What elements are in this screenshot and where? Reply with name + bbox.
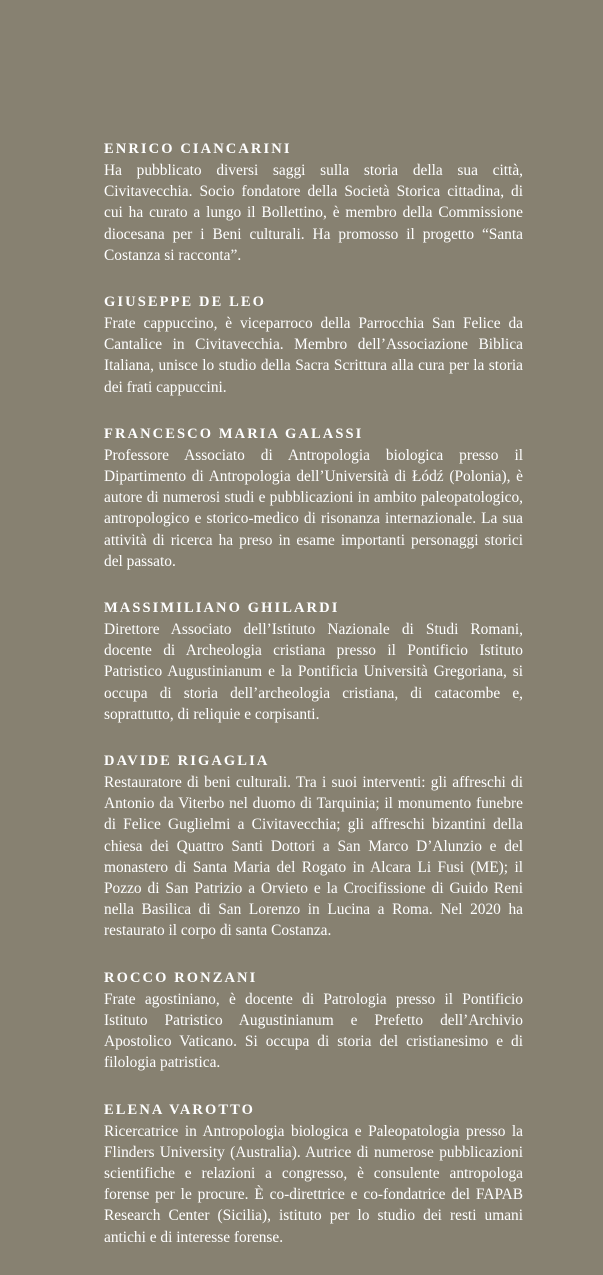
author-bio: Frate cappuccino, è viceparroco della Parrocchia San Felice da Cantalice in Civitavecchia. Membro dell’Associazione Biblica Italiana, unisce lo studio della Sacra Scrittura alla cura per la storia dei frati cappuccini.	[104, 315, 523, 396]
author-name: DAVIDE RIGAGLIA	[104, 753, 270, 770]
author-name: ENRICO CIANCARINI	[104, 141, 292, 157]
bio-entry-galassi	[104, 425, 523, 572]
author-bio: Direttore Associato dell’Istituto Nazionale di Studi Romani, docente di Archeologia cristiana presso il Pontificio Istituto Patristico Augustinianum e la Pontificia Università Gregoriana, si occupa di storia dell’archeologia cristiana, di catacombe e, soprattutto, di reliquie e corpisanti.	[104, 621, 523, 723]
bio-entry-ghilardi	[104, 599, 523, 725]
bio-entry-rigaglia	[104, 752, 523, 942]
author-bio: Ricercatrice in Antropologia biologica e Paleopatologia presso la Flinders University (Australia). Autrice di numerose pubblicazioni scientifiche e relazioni a congresso, è consulente antropologa forense per le procure. È co-direttrice e co-fondatrice del FAPAB Research Center (Sicilia), istituto per lo studio dei resti umani antichi e di interesse forense.	[104, 1122, 523, 1246]
bio-entry-varotto	[104, 1101, 523, 1248]
author-name: MASSIMILIANO GHILARDI	[104, 600, 340, 617]
author-name: FRANCESCO MARIA GALASSI	[104, 425, 364, 442]
contributors-list	[104, 140, 523, 1275]
author-bio: Professore Associato di Antropologia biologica presso il Dipartimento di Antropologia dell’Università di Łódź (Polonia), è autore di numerosi studi e pubblicazioni in ambito paleopatologico, antropologico e storico-medico di risonanza internazionale. La sua attività di ricerca ha preso in esame importanti personaggi storici del passato.	[104, 446, 523, 570]
author-bio: Frate agostiniano, è docente di Patrologia presso il Pontificio Istituto Patristico Augustinianum e Prefetto dell’Archivio Apostolico Vaticano. Si occupa di storia del cristianesimo e di filologia patristica.	[104, 990, 523, 1072]
author-bio: Ha pubblicato diversi saggi sulla storia della sua città, Civitavecchia. Socio fondatore della Società Storica cittadina, di cui ha curato a lungo il Bollettino, è membro della Commissione diocesana per i Beni culturali. Ha promosso il progetto “Santa Costanza si racconta”.	[104, 162, 523, 264]
author-name: ROCCO RONZANI	[104, 969, 258, 986]
author-name: GIUSEPPE DE LEO	[104, 294, 267, 311]
bio-entry-ronzani	[104, 969, 523, 1074]
author-name: ELENA VAROTTO	[104, 1101, 256, 1118]
author-bio: Restauratore di beni culturali. Tra i suoi interventi: gli affreschi di Antonio da Viterbo nel duomo di Tarquinia; il monumento funebre di Felice Guglielmi a Civitavecchia; gli affreschi bizantini della chiesa dei Quattro Santi Dottori a San Marco D’Alunzio e del monastero di Santa Maria del Rogato in Alcara Li Fusi (ME); il Pozzo di San Patrizio a Orvieto e la Crocifissione di Guido Reni nella Basilica di San Lorenzo in Lucina a Roma. Nel 2020 ha restaurato il corpo di santa Costanza.	[104, 774, 523, 940]
bio-entry-de-leo	[104, 293, 523, 398]
bio-entry-ciancarini	[104, 140, 523, 266]
